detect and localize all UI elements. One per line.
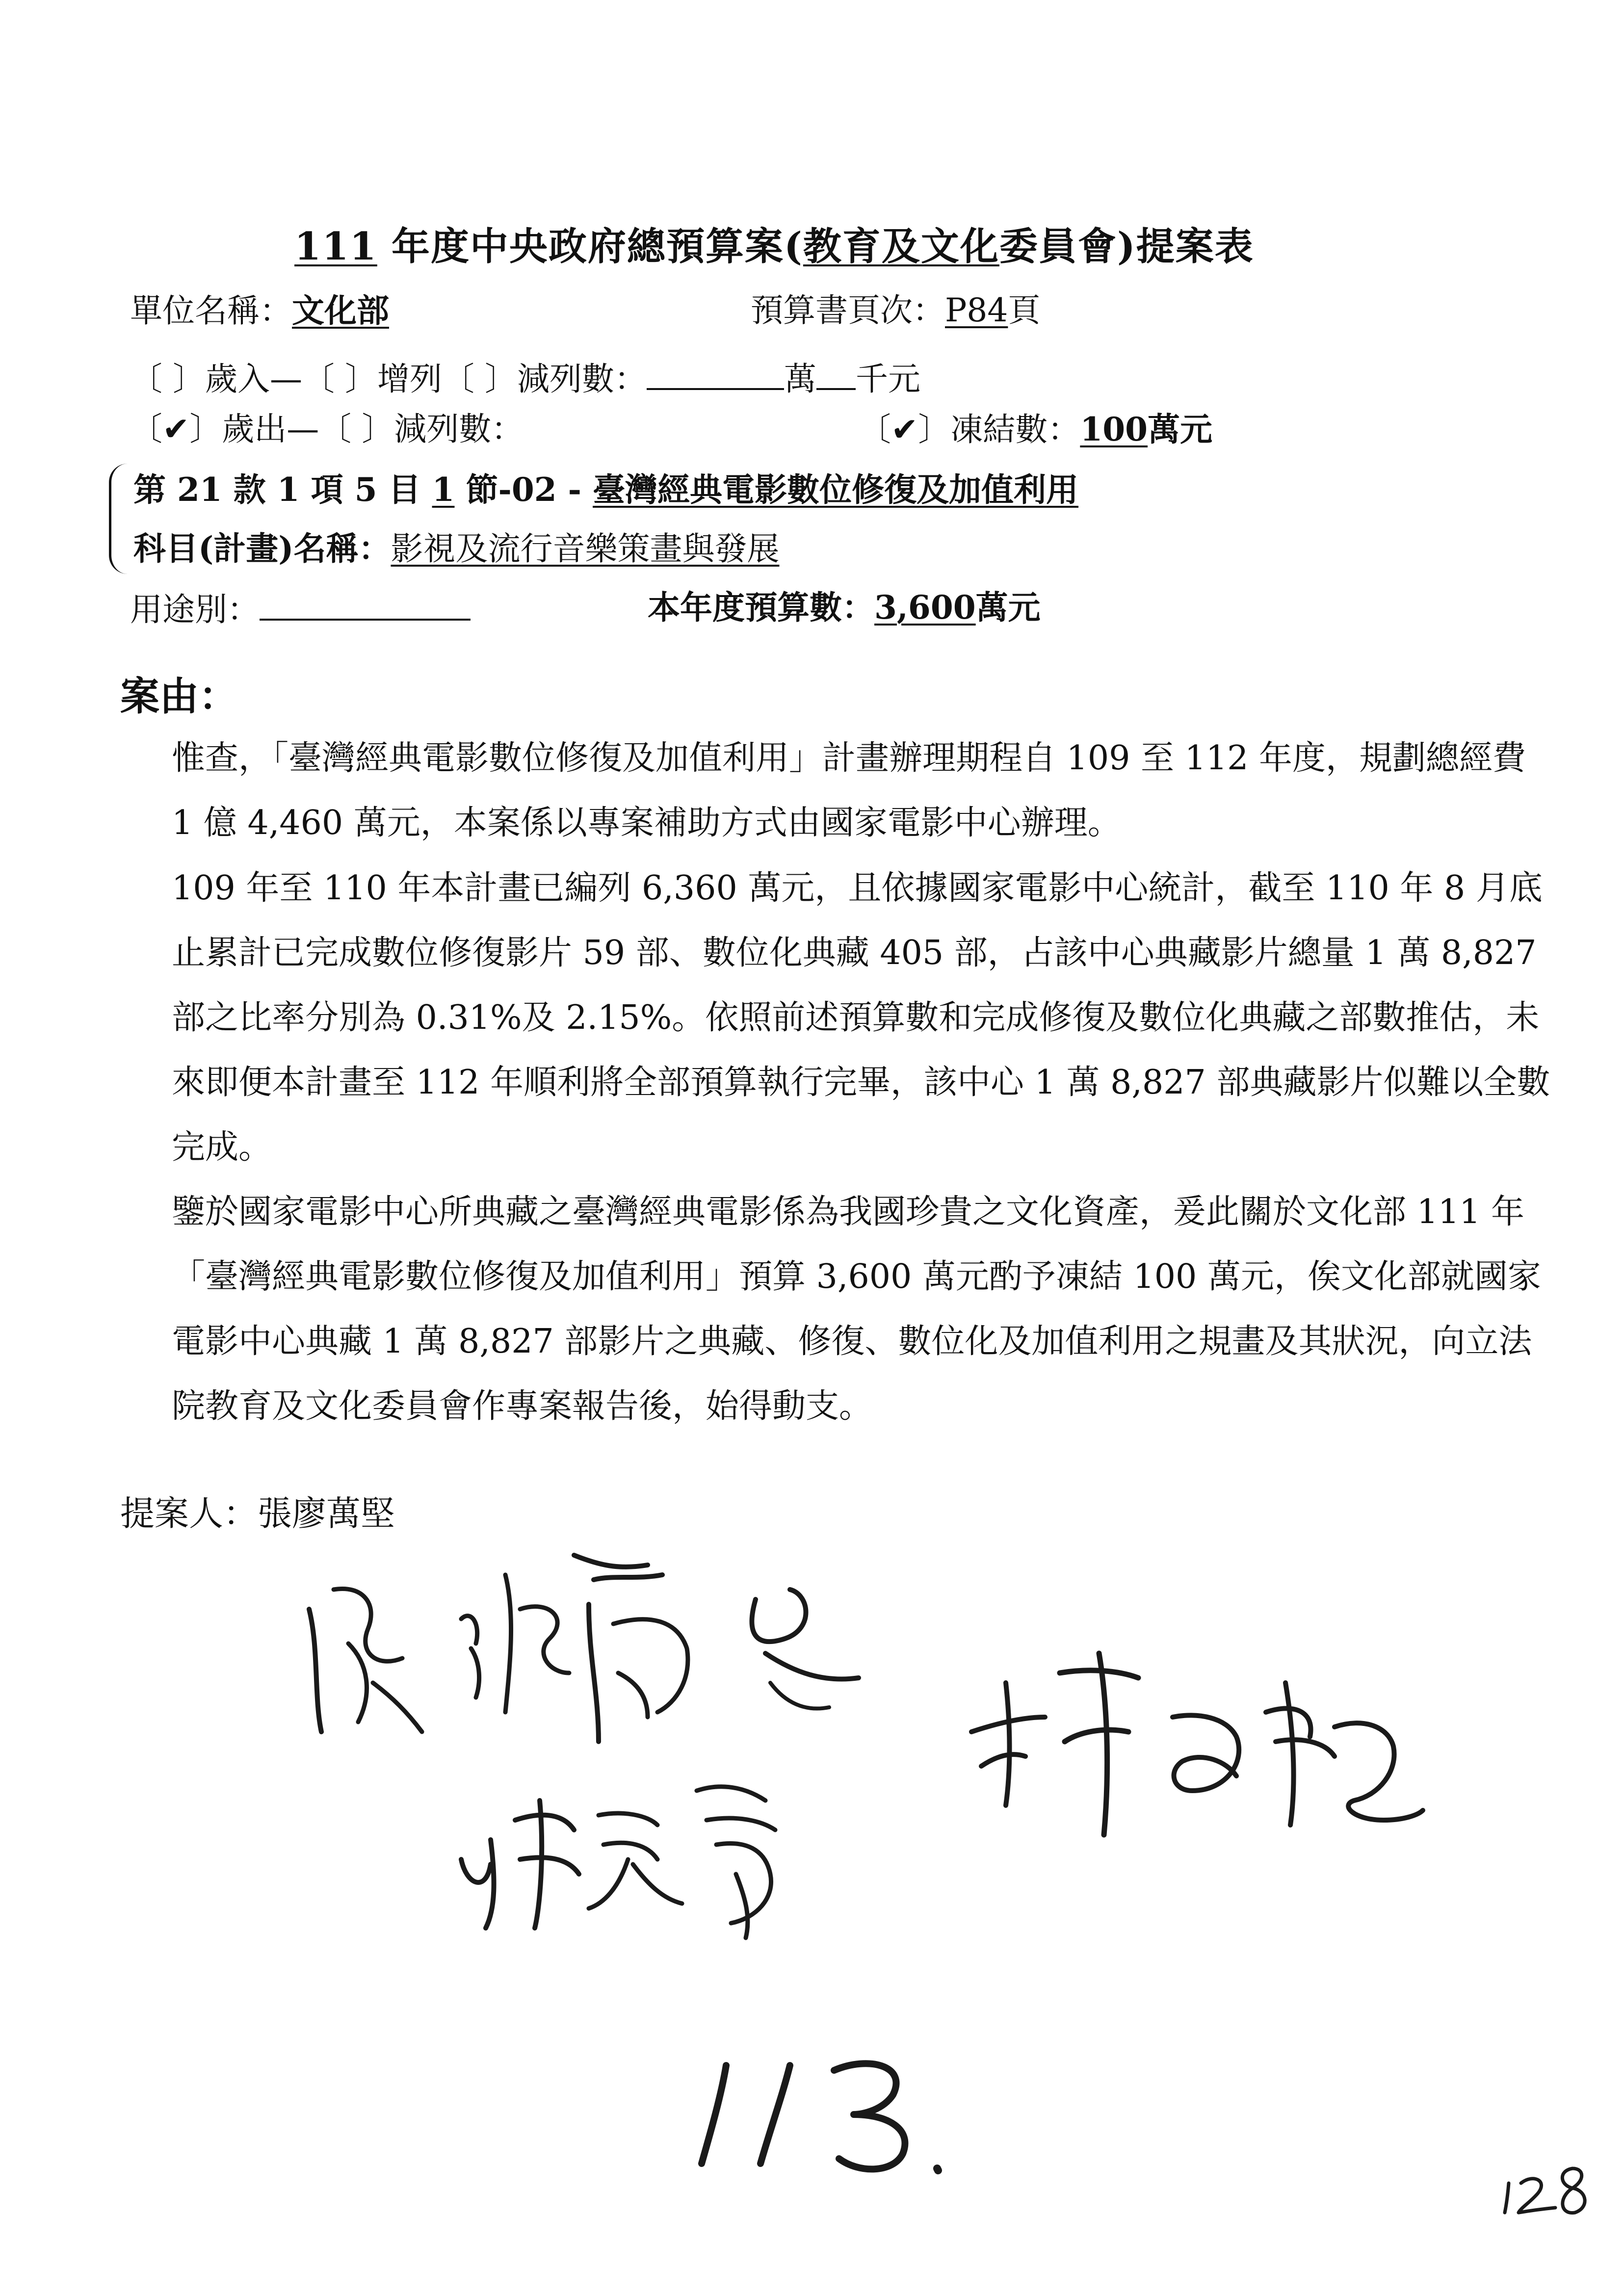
- unit-value: 文化部: [292, 291, 389, 330]
- item-row: [133, 470, 1079, 509]
- paragraph-text: 109 年至 110 年本計畫已編列 6,360 萬元，且依據國家電影中心統計，截至 110 年 8 月底止累計已完成數位修復影片 59 部、數位化典藏 405 部，占該中心典藏影片總量 1 萬 8,827 部之比率分別為 0.31%及 2.15%。依照前述預算數和完成修復及數位化典藏之部數推估，未來即便本計畫至 112 年順利將全部預算執行完畢，該中心 1 萬 8,827 部典藏影片似難以全數完成。: [172, 869, 1550, 1167]
- income-unit-wan: 萬: [784, 360, 816, 398]
- title-mid: 年度中央政府總預算案(: [377, 224, 803, 269]
- paragraph-text: 鑒於國家電影中心所典藏之臺灣經典電影係為我國珍貴之文化資產，爰此關於文化部 111 年「臺灣經典電影數位修復及加值利用」預算 3,600 萬元酌予凍結 100 萬元，俟文化部就國家電影中心典藏 1 萬 8,827 部影片之典藏、修復、數位化及加值利用之規畫及其狀況，向立法院教育及文化委員會作專案報告後，始得動支。: [172, 1193, 1541, 1426]
- item-name: 臺灣經典電影數位修復及加值利用: [593, 470, 1079, 509]
- freeze-label: 〔✔〕凍結數：: [859, 411, 1080, 448]
- thousand-blank: [816, 361, 856, 390]
- budget-page-suffix: 頁: [1008, 291, 1041, 329]
- budget-page-value: P84: [945, 291, 1008, 329]
- freeze-value: 100: [1080, 410, 1148, 448]
- income-row: [130, 360, 920, 398]
- page-mark: [1499, 2159, 1597, 2222]
- item-section-no: 1: [432, 470, 455, 509]
- current-budget-value: 3,600: [874, 588, 976, 626]
- budget-page-label: 預算書頁次：: [751, 291, 945, 329]
- item-prefix: 第 21 款 1 項 5 目: [133, 470, 432, 509]
- expense-text: 〔✔〕歲出—〔 〕減列數：: [130, 410, 524, 448]
- title-committee: 教育及文化: [803, 224, 999, 269]
- unit-row: [130, 291, 389, 330]
- unit-label: 單位名稱：: [130, 292, 292, 330]
- income-text: 〔 〕歲入—〔 〕增列〔 〕減列數：: [130, 360, 647, 398]
- subject-label: 科目(計畫)名稱：: [133, 529, 391, 568]
- subject-row: [133, 529, 780, 568]
- proposer-value: 張廖萬堅: [258, 1493, 395, 1534]
- amount-blank: [647, 361, 784, 390]
- proposer-label: 提案人：: [120, 1493, 258, 1534]
- handwritten-number: [682, 2051, 986, 2178]
- reason-paragraph-3: [172, 1180, 1550, 1439]
- reason-heading: 案由：: [120, 673, 238, 719]
- freeze-row: [859, 410, 1213, 448]
- usage-row: [130, 591, 471, 626]
- paragraph-text: 惟查，「臺灣經典電影數位修復及加值利用」計畫辦理期程自 109 至 112 年度，規劃總經費 1 億 4,460 萬元，本案係以專案補助方式由國家電影中心辦理。: [172, 739, 1526, 842]
- reason-paragraph-1: [172, 726, 1550, 856]
- freeze-unit: 萬元: [1148, 410, 1213, 448]
- current-budget-row: [648, 588, 1041, 626]
- signature-2: [451, 1761, 834, 1948]
- reason-paragraph-2: [172, 856, 1550, 1180]
- income-unit-thousand: 千元: [855, 360, 920, 398]
- current-budget-label: 本年度預算數：: [648, 588, 874, 626]
- proposer-row: [120, 1493, 395, 1534]
- title-end: 委員會)提案表: [999, 224, 1254, 269]
- subject-value: 影視及流行音樂策畫與發展: [391, 530, 780, 568]
- budget-page-row: [751, 291, 1041, 329]
- item-bracket: [109, 464, 131, 574]
- title-year: 111: [294, 224, 377, 269]
- current-budget-unit: 萬元: [975, 588, 1041, 626]
- usage-label: 用途別：: [130, 591, 260, 628]
- page-title: [294, 216, 1254, 271]
- item-section-rest: 節-02 -: [454, 470, 593, 509]
- signature-3: [962, 1644, 1433, 1850]
- usage-blank: [260, 591, 471, 621]
- expense-row: [130, 410, 524, 448]
